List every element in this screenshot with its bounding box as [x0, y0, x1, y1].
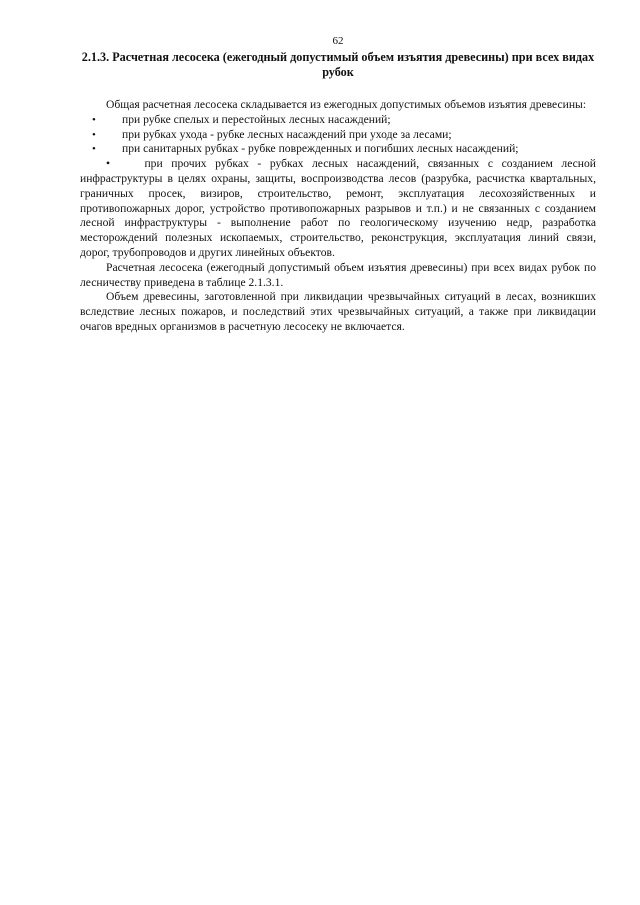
- exclusion-paragraph: Объем древесины, заготовленной при ликвидации чрезвычайных ситуаций в лесах, возникших вследствие лесных пожаров, и последствий этих чрезвычайных ситуаций, а также при ликвидации очагов вредных организмов в расчетную лесосеку не включается.: [80, 290, 596, 333]
- list-item: [80, 113, 596, 128]
- other-cuttings-paragraph: [80, 157, 596, 261]
- bullet-list: [80, 113, 596, 157]
- list-item-text: при рубках ухода - рубке лесных насаждений при уходе за лесами;: [122, 127, 452, 141]
- list-item-text: при санитарных рубках - рубке поврежденных и погибших лесных насаждений;: [122, 142, 519, 156]
- page-number: 62: [332, 35, 344, 47]
- table-reference-paragraph: Расчетная лесосека (ежегодный допустимый объем изъятия древесины) при всех видах рубок по лесничеству приведена в таблице 2.1.3.1.: [80, 260, 596, 289]
- bullet-icon: •: [92, 113, 96, 126]
- list-item: [80, 128, 596, 143]
- bullet-icon: •: [92, 143, 96, 156]
- list-item-text: при рубке спелых и перестойных лесных насаждений;: [122, 112, 391, 126]
- document-page: [80, 34, 596, 335]
- bullet-icon: •: [106, 157, 111, 171]
- intro-paragraph: Общая расчетная лесосека складывается из ежегодных допустимых объемов изъятия древесины:: [106, 98, 587, 111]
- bullet-icon: •: [92, 128, 96, 141]
- list-item-text: при прочих рубках - рубках лесных насаждений, связанных с созданием лесной инфраструктуры в целях охраны, защиты, воспроизводства лесов (разрубка, расчистка квартальных, граничных просек, визиров, строительство, ремонт, эксплуатация лесохозяйственных и противопожарных дорог, устройство противопожарных разрывов и т.п.) и не связанных с созданием лесной инфраструктуры - выполнение работ по геологическому изучению недр, разработка месторождений полезных ископаемых, строительство, реконструкция, эксплуатация линий связи, дорог, трубопроводов и других линейных объектов.: [80, 157, 596, 259]
- list-item: [80, 142, 596, 157]
- section-title: 2.1.3. Расчетная лесосека (ежегодный допустимый объем изъятия древесины) при всех видах рубок: [81, 50, 595, 79]
